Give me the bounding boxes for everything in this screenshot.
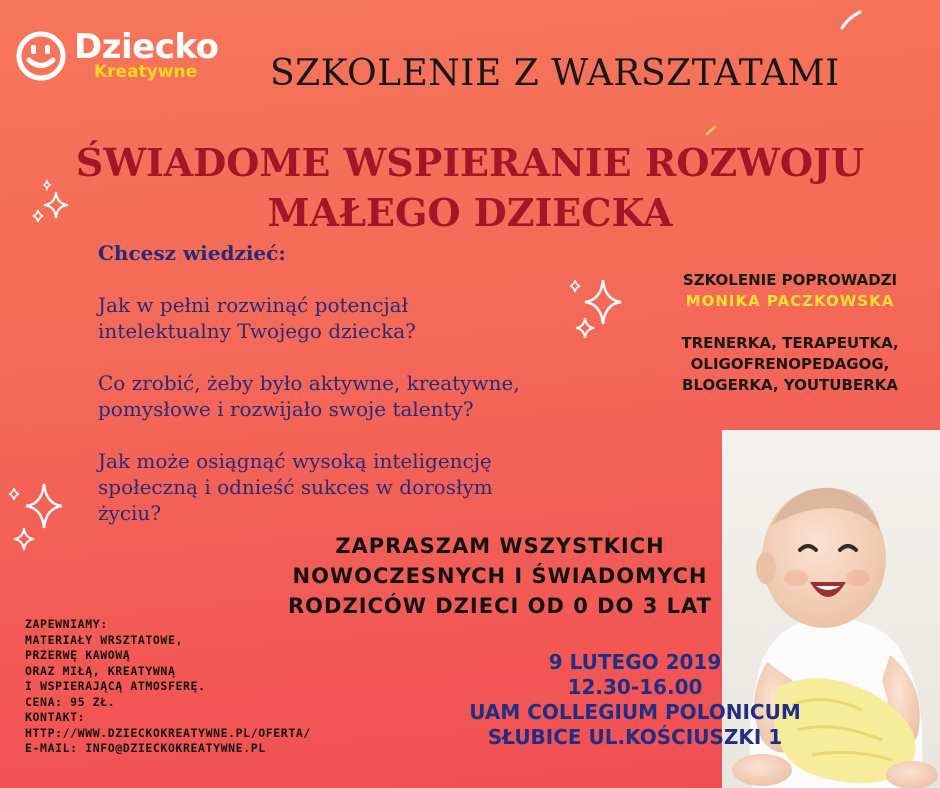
sparkle-icon — [4, 478, 66, 560]
questions-block — [98, 240, 618, 552]
trainer-name: MONIKA PACZKOWSKA — [685, 292, 895, 310]
invitation-line: ZAPRASZAM WSZYSTKICH — [335, 534, 665, 558]
question-line: Co zrobić, żeby było aktywne, kreatywne, — [98, 371, 520, 395]
event-details — [430, 650, 840, 750]
trainer-role-line: BLOGERKA, YOUTUBERKA — [682, 376, 898, 394]
invitation-line: NOWOCZESNYCH I ŚWIADOMYCH — [292, 564, 708, 588]
info-line: PRZERWĘ KAWOWĄ — [25, 648, 131, 662]
question-line: pomysłowe i rozwijało swoje talenty? — [98, 397, 474, 421]
event-date: 9 LUTEGO 2019 — [548, 650, 722, 674]
sparkle-icon — [565, 272, 625, 347]
trainer-label: SZKOLENIE POPROWADZI — [682, 271, 898, 289]
invitation — [240, 531, 760, 621]
question-line: życiu? — [98, 501, 162, 525]
question-item — [98, 448, 618, 526]
practical-info — [25, 617, 445, 757]
info-line: CENA: 95 ZŁ. — [25, 694, 116, 709]
poster-title-line-2: MAŁEGO DZIECKA — [267, 190, 673, 235]
trainer-role-line: OLIGOFRENOPEDAGOG, — [690, 355, 890, 373]
question-line: Jak może osiągnąć wysoką inteligencję — [98, 449, 492, 473]
question-line: społeczną i odnieść sukces w dorosłym — [98, 475, 493, 499]
logo-subname: Kreatywne — [94, 62, 198, 82]
info-line: MATERIAŁY WRSZTATOWE, — [25, 632, 183, 647]
training-type-heading: SZKOLENIE Z WARSZTATAMI — [270, 53, 840, 94]
info-line: ZAPEWNIAMY: — [25, 617, 108, 631]
question-line: intelektualny Twojego dziecka? — [98, 319, 416, 343]
email-link[interactable]: E-MAIL: INFO@DZIECKOKREATYWNE.PL — [25, 741, 266, 755]
event-venue: UAM COLLEGIUM POLONICUM — [469, 700, 801, 724]
question-line: Jak w pełni rozwinąć potencjał — [98, 293, 409, 317]
sparkle-icon — [838, 8, 864, 32]
question-item — [98, 370, 618, 422]
trainer-role-line: TRENERKA, TERAPEUTKA, — [681, 334, 899, 352]
event-time: 12.30-16.00 — [567, 675, 703, 699]
event-address: SŁUBICE UL.KOŚCIUSZKI 1 — [487, 725, 783, 749]
trainer-info — [640, 270, 940, 396]
questions-lead: Chcesz wiedzieć: — [98, 241, 286, 265]
sparkle-icon — [30, 178, 75, 230]
info-line: KONTAKT: — [25, 710, 86, 724]
info-line: ORAZ MIŁĄ, KREATYWNĄ — [25, 663, 176, 678]
logo-name: Dziecko — [74, 27, 219, 67]
invitation-line: RODZICÓW DZIECI OD 0 DO 3 LAT — [288, 594, 712, 618]
question-item — [98, 292, 618, 344]
poster-title-line-1: ŚWIADOME WSPIERANIE ROZWOJU — [75, 140, 865, 185]
smiley-logo-icon — [14, 29, 68, 83]
sparkle-icon — [704, 124, 718, 138]
offer-link[interactable]: HTTP://WWW.DZIECKOKREATYWNE.PL/OFERTA/ — [25, 725, 311, 740]
info-line: I WSPIERAJĄCĄ ATMOSFERĘ. — [25, 679, 206, 693]
brand-logo — [14, 27, 229, 89]
